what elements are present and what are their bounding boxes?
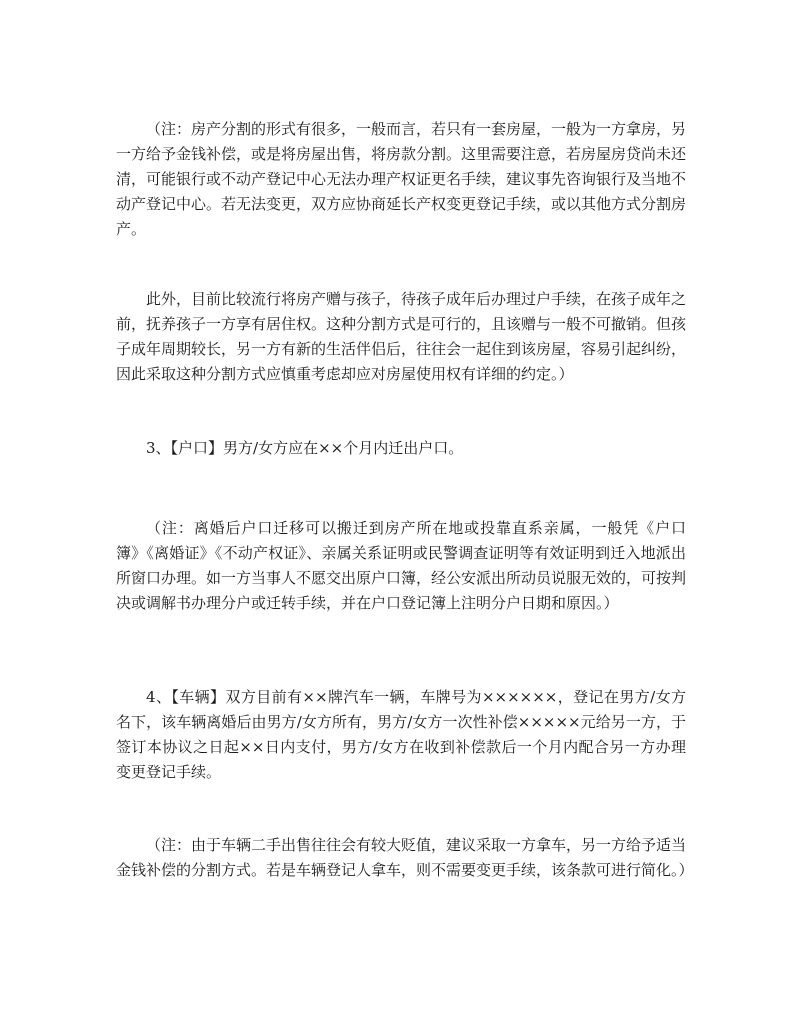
note-household-registration-paragraph: （注：离婚后户口迁移可以搬迁到房产所在地或投靠直系亲属，一般凭《户口簿》《离婚证》《不动产权证》、亲属关系证明或民警调查证明等有效证明到迁入地派出所窗口办理。如一方当事人不愿交出原户口簿，经公安派出所动员说服无效的，可按判决或调解书办理分户或迁转手续，并在户口登记簿上注明分户日期和原因。） xyxy=(116,519,687,612)
note-vehicle-paragraph: （注：由于车辆二手出售往往会有较大贬值，建议采取一方拿车，另一方给予适当金钱补偿的分割方式。若是车辆登记人拿车，则不需要变更手续，该条款可进行简化。） xyxy=(116,836,694,879)
note-property-division-paragraph: （注：房产分割的形式有很多，一般而言，若只有一套房屋，一般为一方拿房，另一方给予金钱补偿，或是将房屋出售，将房款分割。这里需要注意，若房屋房贷尚未还清，可能银行或不动产登记中心无法办理产权证更名手续，建议事先咨询银行及当地不动产登记中心。若无法变更，双方应协商延长产权变更登记手续，或以其他方式分割房产。 xyxy=(116,120,687,238)
clause-household-registration-paragraph: 3、【户口】男方/女方应在××个月内迁出户口。 xyxy=(146,439,464,457)
clause-vehicle-paragraph: 4、【车辆】双方目前有××牌汽车一辆，车牌号为××××××，登记在男方/女方名下，该车辆离婚后由男方/女方所有，男方/女方一次性补偿×××××元给另一方，于签订本协议之日起××日内支付，男方/女方在收到补偿款后一个月内配合另一方办理变更登记手续。 xyxy=(116,688,686,781)
note-gift-to-child-paragraph: 此外，目前比较流行将房产赠与孩子，待孩子成年后办理过户手续，在孩子成年之前，抚养孩子一方享有居住权。这种分割方式是可行的，且该赠与一般不可撤销。但孩子成年周期较长，另一方有新的生活伴侣后，往往会一起住到该房屋，容易引起纠纷，因此采取这种分割方式应慎重考虑却应对房屋使用权有详细的约定。） xyxy=(116,290,687,383)
